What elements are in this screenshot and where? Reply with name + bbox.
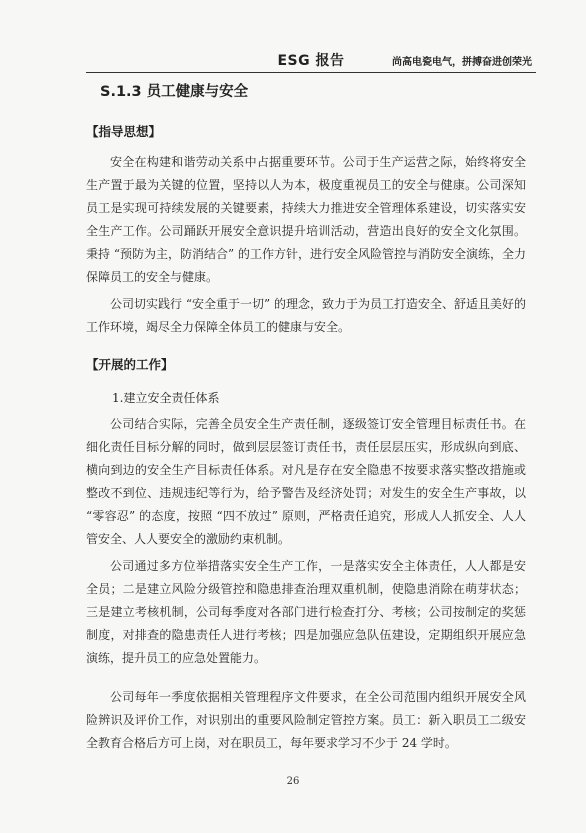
section-title: S.1.3 员工健康与安全 [100, 84, 249, 100]
guiding-heading: 【指导思想】 [86, 124, 162, 139]
header-divider [86, 72, 536, 73]
page-number: 26 [286, 776, 300, 787]
work-paragraph-3: 公司每年一季度依据相关管理程序文件要求，在全公司范围内组织开展安全风险辨识及评价工作，对识别出的重要风险制定管控方案。员工：新入职员工二级安全教育合格后方可上岗，对在职员工，每年要求学习不少于 24 学时。 [86, 690, 526, 750]
guiding-paragraph-1: 安全在构建和谐劳动关系中占据重要环节。公司于生产运营之际，始终将安全生产置于最为关键的位置，坚持以人为本，极度重视员工的安全与健康。公司深知员工是实现可持续发展的关键要素，持续大力推进安全管理体系建设，切实落实安全生产工作。公司踊跃开展安全意识提升培训活动，营造出良好的安全文化氛围。秉持 “预防为主，防消结合” 的工作方针，进行安全风险管控与消防安全演练，全力保障员工的安全与健康。 [86, 155, 526, 284]
work-heading: 【开展的工作】 [86, 357, 174, 372]
work-subheading: 1.建立安全责任体系 [112, 391, 220, 405]
report-title: ESG 报告 [277, 53, 345, 69]
work-paragraph-2: 公司通过多方位举措落实安全生产工作，一是落实安全主体责任，人人都是安全员；二是建立风险分级管控和隐患排查治理双重机制，使隐患消除在萌芽状态；三是建立考核机制，公司每季度对各部门进行检查打分、考核；公司按制定的奖惩制度，对排查的隐患责任人进行考核；四是加强应急队伍建设，定期组织开展应急演练，提升员工的应急处置能力。 [86, 559, 526, 665]
company-slogan: 尚高电瓷电气，拼搏奋进创荣光 [392, 57, 532, 68]
work-paragraph-1: 公司结合实际，完善全员安全生产责任制，逐级签订安全管理目标责任书。在细化责任目标分解的同时，做到层层签订责任书，责任层层压实，形成纵向到底、横向到边的安全生产目标责任体系。对凡是存在安全隐患不按要求落实整改措施或整改不到位、违规违纪等行为，给予警告及经济处罚；对发生的安全生产事故，以 “零容忍” 的态度，按照 “四不放过” 原则，严格责任追究，形成人人抓安全、人人管安全、人人要安全的激励约束机制。 [86, 417, 526, 546]
guiding-paragraph-2: 公司切实践行 “安全重于一切” 的理念，致力于为员工打造安全、舒适且美好的工作环境，竭尽全力保障全体员工的健康与安全。 [86, 297, 526, 334]
page-header [86, 50, 536, 72]
